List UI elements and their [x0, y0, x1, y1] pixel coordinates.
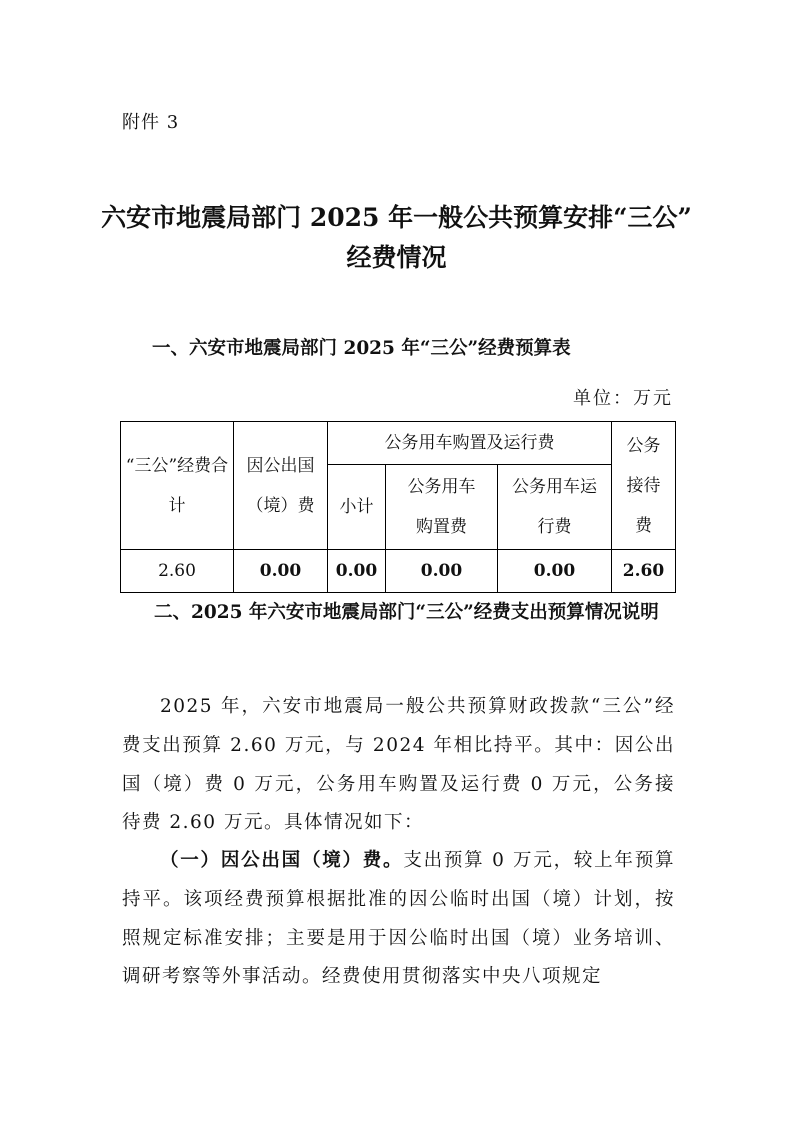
unit-label: 单位：万元: [573, 388, 673, 409]
value-vehicle-operation: 0.00: [498, 550, 612, 593]
paragraph-abroad-expense: [122, 842, 675, 997]
section1-heading: 一、六安市地震局部门 2025 年“三公”经费预算表: [152, 338, 571, 359]
paragraph-abroad-lead: （一）因公出国（境）费。: [160, 850, 404, 871]
header-reception: 公务接待费: [612, 422, 676, 550]
header-vehicle-purchase: 公务用车购置费: [386, 465, 498, 550]
table-row: [121, 550, 676, 593]
value-reception: 2.60: [612, 550, 676, 593]
value-vehicle-purchase: 0.00: [386, 550, 498, 593]
value-subtotal: 0.00: [328, 550, 386, 593]
value-abroad: 0.00: [234, 550, 328, 593]
header-subtotal: 小计: [328, 465, 386, 550]
value-total: 2.60: [121, 550, 234, 593]
paragraph-summary: 2025 年，六安市地震局一般公共预算财政拨款“三公”经费支出预算 2.60 万元，与 2024 年相比持平。其中：因公出国（境）费 0 万元，公务用车购置及运行费 0 万元，公务接待费 2.60 万元。具体情况如下：: [122, 696, 675, 834]
document-title-line2: 经费情况: [346, 243, 447, 272]
budget-table: [120, 421, 676, 593]
section2-heading: 二、2025 年六安市地震局部门“三公”经费支出预算情况说明: [154, 602, 659, 623]
header-vehicle-operation: 公务用车运行费: [498, 465, 612, 550]
paragraph-abroad-body: 支出预算 0 万元，较上年预算持平。该项经费预算根据批准的因公临时出国（境）计划，按照规定标准安排；主要是用于因公临时出国（境）业务培训、调研考察等外事活动。经费使用贯彻落实中央八项规定: [122, 850, 675, 988]
header-vehicle-group: 公务用车购置及运行费: [328, 422, 612, 465]
table-header-row-1: [121, 422, 676, 465]
header-total: “三公”经费合计: [121, 422, 234, 550]
header-abroad: 因公出国（境）费: [234, 422, 328, 550]
document-title-line1: 六安市地震局部门 2025 年一般公共预算安排“三公”: [101, 203, 692, 232]
attachment-label: 附件 3: [122, 112, 180, 133]
